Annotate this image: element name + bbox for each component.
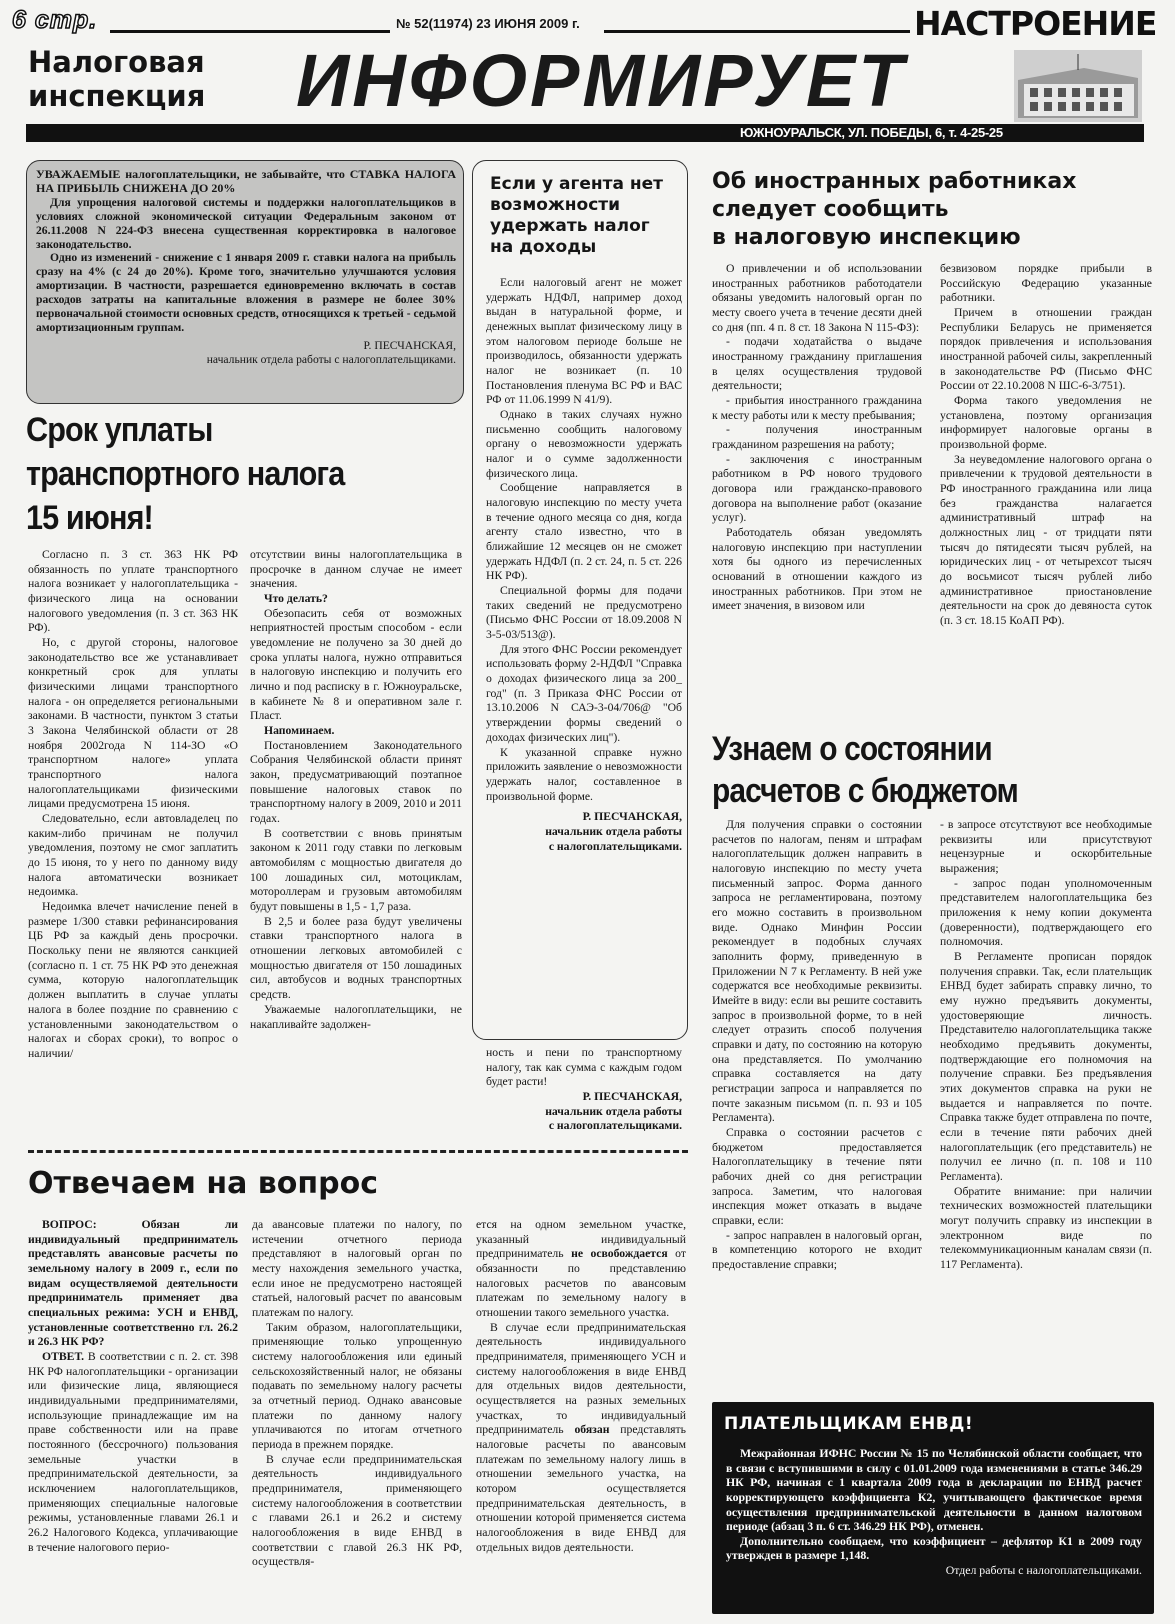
paragraph: Справка о состоянии расчетов с бюджетом предоставляется Налогоплательщику в течение пяти рабочих дней со дня регистрации запроса. Заметим, что налоговая инспекция может отказать в выдаче справки, если: — [712, 1126, 922, 1228]
notice-lead: УВАЖАЕМЫЕ налогоплательщики, не забывайте, что СТАВКА НАЛОГА НА ПРИБЫЛЬ СНИЖЕНА ДО 20% — [36, 167, 456, 196]
signature-name: Р. ПЕСЧАНСКАЯ, — [582, 1090, 682, 1104]
question-label: ВОПРОС: — [42, 1218, 97, 1231]
building-photo — [1014, 50, 1142, 122]
paragraph: За неуведомление налогового органа о привлечении к трудовой деятельности в РФ иностранного гражданина или лица без гражданства налагается административный штраф на должностных лиц - от тридцати пяти тысяч до пятидесяти тысяч рублей, на юридических лиц - от четырехсот тысяч до восьмисот тысяч рублей либо административное приостановление деятельности на срок до девяноста суток (п. 3 ст. 18.15 КоАП РФ). — [940, 452, 1152, 628]
paragraph: Если налоговый агент не может удержать НДФЛ, например доход выдан в натуральной форме, и денежных выплат физическому лицу в этом налоговом периоде больше не производилось, обязанности удержать налог не возникает (п. 10 Постановления пленума ВС РФ и ВАС РФ от 11.06.1999 N 41/9). — [486, 276, 682, 407]
org-name-line2: инспекция — [28, 79, 206, 113]
answer — [28, 1350, 238, 1555]
paragraph: Для этого ФНС России рекомендует использовать форму 2-НДФЛ "Справка о доходах физического лица за 200_ год" (п. 3 Приказа ФНС России от 13.10.2006 N САЭ-3-04/706@ "Об утверждении формы сведений о доходах физических лиц"). — [486, 642, 682, 744]
paragraph: Но, с другой стороны, налоговое законодательство все же устанавливает конкретный срок для уплаты физическими лицами транспортного налога - он определяется региональными законами. В частности, пунктом 3 статьи 3 Закона Челябинской области от 28 ноября 2002года N 114-ЗО «О транспортном налоге» уплата транспортного налога налогоплательщиками физическими лицами предусмотрена 15 июня. — [28, 636, 238, 811]
transport-title-line3: 15 июня! — [26, 499, 153, 537]
foreign-title-line3: в налоговую инспекцию — [712, 225, 1021, 250]
masthead-big-title: ИНФОРМИРУЕТ — [296, 39, 907, 122]
top-rule-left — [110, 30, 390, 33]
foreign-col1 — [712, 262, 922, 614]
paragraph: - прибытия иностранного гражданина к месту работы или к месту пребывания; — [712, 394, 922, 422]
paragraph: Специальной формы для подачи таких сведений не предусмотрено (Письмо ФНС России от 18.09.2008 N 3-5-03/513@). — [486, 584, 682, 642]
building-icon — [1014, 50, 1142, 122]
paragraph: - запрос подан уполномоченным представителем налогоплательщика без приложения к нему копии документа (доверенности), подтверждающего его полномочия. — [940, 876, 1152, 949]
answer-text: В соответствии с п. 2. ст. 398 НК РФ налогоплательщики - организации или физические лица, являющиеся индивидуальными предпринимателями, использующие принадлежащие им на праве собственности или на праве постоянного (бессрочного) пользования земельные участки в предпринимательской деятельности, за исключением налогоплательщиков, применяющих специальные налоговые режимы, установленные главами 26.1 и 26.2 Налогового Кодекса, уплачивающие в течение налогового перио- — [28, 1350, 238, 1554]
envd-title: ПЛАТЕЛЬЩИКАМ ЕНВД! — [724, 1414, 974, 1434]
paragraph: Уважаемые налогоплательщики, не накапливайте задолжен- — [250, 1002, 462, 1031]
paragraph: Однако в таких случаях нужно письменно сообщить налоговому органу о невозможности удержать налог и о сумме задолженности физического лица. — [486, 408, 682, 480]
text-run: представлять налоговые расчеты по авансовым платежам по земельному налогу лишь в отношении земельного участка, на котором осуществляется предпринимательская деятельность, в отношении которой применяется система налогообложения в виде ЕНВД для отдельных видов деятельности. — [476, 1423, 686, 1554]
paragraph: Причем в отношении граждан Республики Беларусь не применяется порядок привлечения и использования иностранной рабочей силы, закрепленный в законодательстве РФ (Письмо ФНС России от 22.10.2008 N ШС-6-3/751). — [940, 306, 1152, 393]
budget-title-line2: расчетов с бюджетом — [712, 772, 1018, 810]
org-name-line1: Налоговая — [28, 45, 205, 79]
budget-title-line1: Узнаем о состоянии — [712, 730, 992, 768]
paragraph: Для получения справки о состоянии расчетов по налогам, пеням и штрафам налогоплательщик должен направить в налоговую инспекцию по месту учета письменный запрос. Форма данного запроса не регламентирована, поэтому его можно составить в произвольном виде. Однако Минфин России рекомендует в подобных случаях заполнить форму, приведенную в Приложении N 7 к Регламенту. В ней уже содержатся все необходимые реквизиты. Имейте в виду: если вы решите составить запрос в произвольной форме, то в ней следует отразить способ получения справки и дату, по состоянию на которую она представляется. По умолчанию справка составляется на дату регистрации запроса и направляется по почте заказным письмом (п. п. 93 и 105 Регламента). — [712, 818, 922, 1125]
paragraph: - запрос направлен в налоговый орган, в компетенцию которого не входит предоставление справки; — [712, 1228, 922, 1272]
foreign-col2 — [940, 262, 1152, 629]
signature-name: Р. ПЕСЧАНСКАЯ, — [582, 810, 682, 824]
text-run: ется на одном земельном участке, указанный индивидуальный предприниматель — [476, 1218, 686, 1261]
answer-label: ОТВЕТ. — [42, 1350, 85, 1364]
paragraph: Форма такого уведомления не установлена, поэтому организация информирует налоговые органы в произвольной форме. — [940, 394, 1152, 452]
text-run: от обязанности по представлению налоговых расчетов по авансовым платежам по земельному налогу в отношении такого земельного участка. — [476, 1247, 686, 1320]
question — [28, 1218, 238, 1350]
page-number: 6 стр. — [12, 6, 98, 34]
signature-title: с налогоплательщиками. — [548, 839, 682, 853]
paragraph: В 2,5 и более раза будут увеличены ставки транспортного налога в отношении легковых автомобилей с мощностью двигателя от 150 лошадиных сил, автобусов и водных транспортных средств. — [250, 914, 462, 1002]
paragraph: Работодатель обязан уведомлять налоговую инспекцию при наступлении хотя бы одного из перечисленных оснований в отношении каждого из иностранных работников. При этом не имеет значения, в визовом или — [712, 526, 922, 613]
transport-col1 — [28, 548, 238, 1062]
signature-title: начальник отдела работы — [545, 824, 682, 838]
notice-box-text — [36, 167, 456, 367]
paragraph: О привлечении и об использовании иностранных работников работодатели обязаны уведомить налоговый орган по месту своего учета в течение десяти дней со дня (пп. 4 п. 8 ст. 18 Закона N 115-ФЗ): — [712, 262, 922, 334]
text-run: В случае если предпринимательская деятельность индивидуального предпринимателя, применяющего УСН и систему налогообложения в виде ЕНВД для отдельных видов деятельности, осуществляется на разных земельных участках, то индивидуальный предприниматель — [476, 1320, 686, 1437]
emphasis: не освобождается — [571, 1247, 668, 1261]
agent-title: Если у агента нет возможности удержать налог на доходы — [490, 174, 663, 257]
transport-title-line2: транспортного налога — [26, 455, 345, 493]
notice-paragraph: Для упрощения налоговой системы и поддержки налогоплательщиков в условиях сложной экономической ситуации Федеральным законом от 26.11.2008 N 224-ФЗ внесена существенная корректировка в налоговое законодательство. — [36, 195, 456, 251]
address-text: ЮЖНОУРАЛЬСК, УЛ. ПОБЕДЫ, 6, т. 4-25-25 — [740, 125, 1003, 140]
budget-col2 — [940, 818, 1152, 1273]
notice-signature-title: начальник отдела работы с налогоплательщиками. — [206, 352, 456, 366]
signature-title: начальник отдела работы — [545, 1104, 682, 1118]
paragraph: Таким образом, налогоплательщики, применяющие только упрощенную систему налогообложения или единый сельскохозяйственный налог, не обязаны подавать по земельному налогу расчеты за отчетный период. Однако авансовые платежи по данному налогу уплачиваются по итогам отчетного периода в прежнем порядке. — [252, 1320, 462, 1452]
paragraph: Постановлением Законодательного Собрания Челябинской области принят закон, предусматривающий поэтапное повышение налоговых ставок по транспортному налогу в 2009, 2010 и 2011 годах. — [250, 738, 462, 826]
qa-title: Отвечаем на вопрос — [28, 1166, 378, 1201]
transport-title-line1: Срок уплаты — [26, 411, 213, 449]
paragraph: - в запросе отсутствуют все необходимые реквизиты или присутствуют нецензурные и оскорбительные выражения; — [940, 818, 1152, 876]
signature-title: с налогоплательщиками. — [548, 1119, 682, 1133]
paragraph: ность и пени по транспортному налогу, так как сумма с каждым годом будет расти! — [486, 1046, 682, 1089]
paragraph: Следовательно, если автовладелец по каким-либо причинам не получил уведомления, поэтому не смог заплатить до 15 июня, то у него по данному виду налога автоматически возникает недоимка. — [28, 812, 238, 899]
paragraph: Межрайонная ИФНС России № 15 по Челябинской области сообщает, что в связи с вступившими в силу с 01.01.2009 года изменениями в статье 346.29 НК РФ, начиная с 1 квартала 2009 года в декларации по ЕНВД расчет корректирующего коэффициента К2, учитывающего фактическое время осуществления предпринимательской деятельности в данном налоговом периоде (абзац 3 п. 6 ст. 346.29 НК РФ), отменен. — [726, 1446, 1142, 1534]
qa-col3 — [476, 1218, 686, 1555]
subheading: Напоминаем. — [264, 724, 335, 738]
subheading: Что делать? — [264, 592, 328, 606]
section-title: НАСТРОЕНИЕ — [914, 4, 1157, 43]
qa-col2 — [252, 1218, 462, 1570]
foreign-title-line2: следует сообщить — [712, 197, 949, 222]
paragraph: К указанной справке нужно приложить заявление о невозможности удержать налог, составленное в произвольной форме. — [486, 745, 682, 803]
qa-col1 — [28, 1218, 238, 1555]
paragraph: - получения иностранным гражданином разрешения на работу; — [712, 423, 922, 452]
top-rule-right — [604, 30, 910, 33]
emphasis: обязан — [574, 1423, 610, 1437]
foreign-title-line1: Об иностранных работниках — [712, 169, 1077, 194]
budget-col1 — [712, 818, 922, 1273]
paragraph: В случае если предпринимательская деятельность индивидуального предпринимателя, применяющего систему налогообложения в соответствии с главами 26.1 и 26.2 и систему налогообложения в виде ЕНВД в соответствии с главой 26.3 НК РФ, осуществля- — [252, 1452, 462, 1569]
agent-text — [486, 276, 682, 854]
paragraph: безвизовом порядке прибыли в Российскую Федерацию указанные работники. — [940, 262, 1152, 305]
paragraph: - заключения с иностранным работником в РФ нового трудового договора или гражданско-правового договора на выполнение работ (оказание услуг). — [712, 452, 922, 525]
paragraph: Согласно п. 3 ст. 363 НК РФ обязанность по уплате транспортного налога возникает у налогоплательщика - физического лица на основании налогового уведомления (п. 3 ст. 363 НК РФ). — [28, 548, 238, 635]
envd-text — [726, 1446, 1142, 1578]
qa-dashed-rule — [28, 1150, 688, 1153]
transport-col2 — [250, 548, 462, 1032]
paragraph: Сообщение направляется в налоговую инспекцию по месту учета в течение одного месяца со дня, когда агенту стало известно, что в ближайшие 12 месяцев он не сможет удержать НДФЛ (п. 2 ст. 24, п. 5 ст. 226 НК РФ). — [486, 481, 682, 583]
notice-paragraph: Одно из изменений - снижение с 1 января 2009 г. ставки налога на прибыль сразу на 4% (с 24 до 20%). Кроме того, значительно улучшаются условия амортизации. В частности, разрешается единовременно включать в состав расходов затраты на капитальные вложения в размере не более 30% первоначальной стоимости основных средств, относящихся к третьей - седьмой амортизационным группам. — [36, 251, 456, 334]
paragraph: Обратите внимание: при наличии технических возможностей плательщики могут получить справку из инспекции в электронном виде по телекоммуникационным каналам связи (п. 117 Регламента). — [940, 1184, 1152, 1272]
question-text: Обязан ли индивидуальный предприниматель представлять авансовые расчеты по земельному налогу в 2009 г., если по видам осуществляемой деятельности предприниматель применяет два специальных режима: УСН и ЕНВД, установленные соответственно гл. 26.2 и 26.3 НК РФ? — [28, 1218, 238, 1349]
paragraph: Дополнительно сообщаем, что коэффициент – дефлятор К1 в 2009 году утвержден в размере 1,148. — [726, 1533, 1142, 1563]
envd-signature: Отдел работы с налогоплательщиками. — [945, 1563, 1142, 1577]
paragraph: - подачи ходатайства о выдаче иностранному гражданину приглашения в целях осуществления трудовой деятельности; — [712, 335, 922, 393]
paragraph: В соответствии с вновь принятым законом к 2011 году ставки по легковым автомобилям с мощностью двигателя до 100 лошадиных сил, мотоциклам, мотороллерам и грузовым автомобилям будут повышены в 1,5 - 1,7 раза. — [250, 826, 462, 914]
notice-signature-name: Р. ПЕСЧАНСКАЯ, — [363, 338, 456, 352]
paragraph — [476, 1321, 686, 1556]
paragraph: В Регламенте прописан порядок получения справки. Так, если плательщик ЕНВД будет забирать справку лично, то ему нужно предъявить документы, удостоверяющие личность. Представителю налогоплательщика также необходимо предъявить документы, подтверждающие его полномочия на получение справки. Без предъявления этих документов справка на руки не выдается и направляется по почте. Справка также будет отправлена по почте, если в течение пяти рабочих дней налогоплательщик (его представитель) не получил ее лично (п. п. 108 и 110 Регламента). — [940, 950, 1152, 1184]
issue-number: № 52(11974) 23 ИЮНЯ 2009 г. — [396, 16, 580, 31]
paragraph: Недоимка влечет начисление пеней в размере 1/300 ставки рефинансирования ЦБ РФ за каждый день просрочки. Поскольку пени не являются санкцией (согласно п. 1 ст. 75 НК РФ это денежная сумма, которую налогоплательщик должен выплатить в случае уплаты налога в более поздние по сравнению с установленными законодательством о налогах и сборах сроки), то вопрос о наличии/ — [28, 900, 238, 1060]
transport-continuation — [486, 1046, 682, 1134]
paragraph: Обезопасить себя от возможных неприятностей простым способом - если уведомление не получено за 30 дней до срока уплаты налога, нужно отправиться в налоговую инспекцию и получить его лично и под расписку в г. Южноуральске, в кабинете № 8 и оперативном зале г. Пласт. — [250, 606, 462, 723]
paragraph: отсутствии вины налогоплательщика в просрочке в данном случае не имеет значения. — [250, 548, 462, 591]
paragraph: да авансовые платежи по налогу, по истечении отчетного периода представляют в налоговый орган по месту нахождения земельного участка, если иное не предусмотрено настоящей статьей, налоговый расчет по авансовым платежам по налогу. — [252, 1218, 462, 1320]
paragraph — [476, 1218, 686, 1321]
